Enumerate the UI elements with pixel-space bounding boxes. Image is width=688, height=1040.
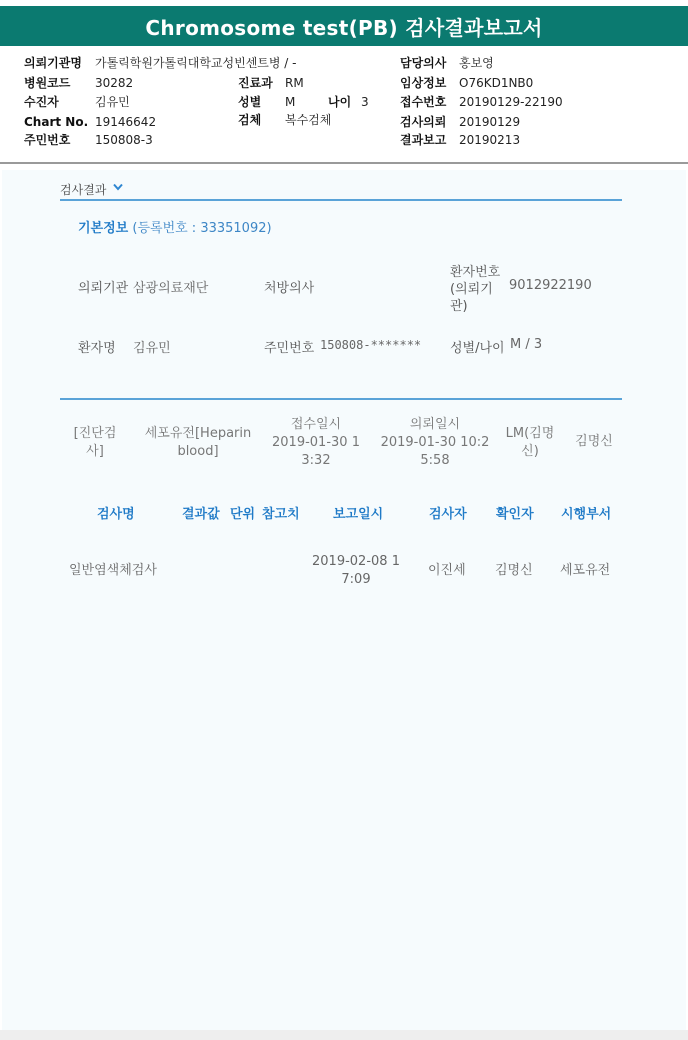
sexage-label: 성별/나이	[450, 341, 505, 356]
patient-no-label-2: (의뢰기	[450, 282, 493, 297]
institution-value: 가톨릭학원가톨릭대학교성빈센트병 / -	[95, 56, 297, 70]
case-lab-line2: 신)	[521, 444, 539, 459]
patient-no-label-1: 환자번호	[450, 265, 501, 280]
dept-value: RM	[285, 76, 304, 90]
specimen-label: 검체	[238, 113, 262, 127]
sex-label: 성별	[238, 95, 262, 109]
col-dept: 시행부서	[561, 507, 612, 522]
name-label: 환자명	[78, 341, 116, 356]
row-report-date	[300, 553, 412, 589]
request-label: 검사의뢰	[400, 115, 447, 129]
case-request-datetime	[374, 416, 496, 470]
age-value: 3	[361, 95, 369, 109]
receipt-no-value: 20190129-22190	[459, 95, 563, 109]
tab-underline	[60, 199, 622, 201]
report-title-text: Chromosome test(PB) 검사결과보고서	[145, 15, 543, 40]
rrn-value-2: 150808-*******	[320, 338, 422, 352]
sexage-value: M / 3	[510, 337, 543, 352]
registration-number: (등록번호 : 33351092)	[132, 221, 272, 236]
row-test-name: 일반염색체검사	[69, 563, 157, 578]
request-value: 20190129	[459, 115, 521, 129]
col-tester: 검사자	[429, 507, 467, 522]
age-label: 나이	[328, 95, 352, 109]
rrn-label-2: 주민번호	[264, 341, 315, 356]
col-report-date: 보고일시	[333, 507, 384, 522]
institution-label: 의뢰기관명	[24, 56, 82, 70]
col-reference: 참고치	[262, 507, 300, 522]
section-divider	[60, 398, 622, 400]
case-category-line2: 사]	[86, 444, 104, 459]
header-divider	[0, 162, 688, 164]
row-report-date-line1: 2019-02-08 1	[312, 554, 400, 569]
col-test-name: 검사명	[97, 507, 135, 522]
case-category-line1: [진단검	[73, 426, 117, 441]
report-title	[0, 6, 688, 46]
basic-info-title	[78, 217, 272, 236]
doctor-label: 처방의사	[264, 281, 315, 296]
row-confirmer: 김명신	[495, 563, 533, 578]
inst-label: 의뢰기관	[78, 281, 129, 296]
specimen-value: 복수검체	[285, 113, 332, 127]
chart-label: Chart No.	[24, 115, 89, 129]
chart-value: 19146642	[95, 115, 157, 129]
attending-label: 담당의사	[400, 56, 447, 70]
row-report-date-line2: 7:09	[341, 572, 371, 587]
row-dept: 세포유전	[560, 563, 611, 578]
rrn-label: 주민번호	[24, 133, 71, 147]
case-request-line3: 5:58	[420, 453, 450, 468]
examinee-value: 김유민	[95, 95, 130, 109]
tab-results[interactable]: 검사결과	[60, 183, 107, 197]
case-receipt-line2: 2019-01-30 1	[272, 435, 360, 450]
case-specimen	[138, 425, 258, 461]
patient-no-label-3: 관)	[450, 299, 468, 314]
col-result: 결과값	[182, 507, 220, 522]
case-category	[62, 425, 128, 461]
basic-info-heading: 기본정보	[78, 221, 129, 236]
report-label: 결과보고	[400, 133, 447, 147]
patient-no-value: 9012922190	[509, 278, 592, 293]
report-value: 20190213	[459, 133, 521, 147]
result-panel	[2, 170, 686, 1030]
chevron-down-icon[interactable]	[113, 183, 123, 191]
hospital-code-label: 병원코드	[24, 76, 71, 90]
dept-label: 진료과	[238, 76, 273, 90]
case-receipt-line3: 3:32	[301, 453, 331, 468]
hospital-code-value: 30282	[95, 76, 134, 90]
case-specimen-line2: blood]	[177, 444, 219, 459]
case-receipt-datetime	[262, 416, 370, 470]
case-request-line2: 2019-01-30 10:2	[380, 435, 490, 450]
attending-value: 홍보영	[459, 56, 494, 70]
case-specimen-line1: 세포유전[Heparin	[144, 426, 252, 441]
report-header	[0, 46, 688, 164]
row-tester: 이진세	[428, 563, 466, 578]
case-request-title: 의뢰일시	[409, 417, 461, 432]
rrn-value: 150808-3	[95, 133, 153, 147]
case-confirmer: 김명신	[575, 434, 613, 449]
sex-value: M	[285, 95, 296, 109]
examinee-label: 수진자	[24, 95, 59, 109]
clinical-value: O76KD1NB0	[459, 76, 534, 90]
name-value: 김유민	[133, 341, 171, 356]
case-receipt-title: 접수일시	[290, 417, 342, 432]
clinical-label: 임상정보	[400, 76, 447, 90]
case-lab-line1: LM(김명	[505, 426, 555, 441]
case-lab	[498, 425, 562, 461]
col-unit: 단위	[230, 507, 256, 522]
bottom-strip	[0, 1030, 688, 1040]
inst-value: 삼광의료재단	[133, 281, 209, 296]
receipt-no-label: 접수번호	[400, 95, 447, 109]
col-confirmer: 확인자	[496, 507, 534, 522]
